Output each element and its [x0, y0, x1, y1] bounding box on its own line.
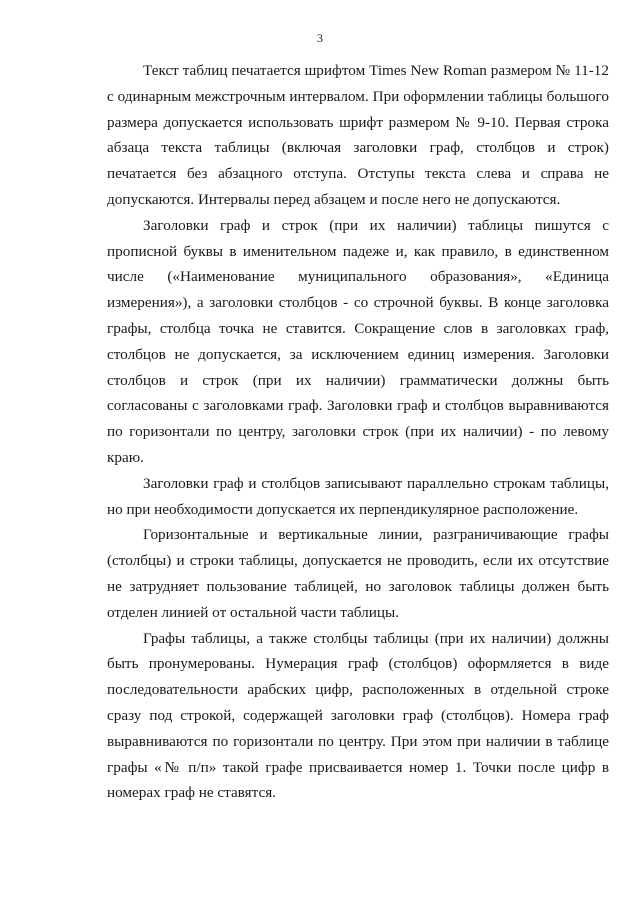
- paragraph-headings-orientation: Заголовки граф и столбцов записывают параллельно строкам таблицы, но при необходимости допускается их перпендикулярное расположение.: [107, 474, 609, 518]
- paragraph-headings-case: Заголовки граф и строк (при их наличии) таблицы пишутся с прописной буквы в именительном падеже и, как правило, в единственном числе («Наименование муниципального образования», «Единица измерения»), а заголовки столбцов - со строчной буквы. В конце заголовка графы, столбца точка не ставится. Сокращение слов в заголовках граф, столбцов не допускается, за исключением единиц измерения. Заголовки столбцов и строк (при их наличии) грамматически должны быть согласованы с заголовками граф. Заголовки граф и столбцов выравниваются по горизонтали по центру, заголовки строк (при их наличии) - по левому краю.: [107, 216, 609, 466]
- paragraph-table-lines: Горизонтальные и вертикальные линии, разграничивающие графы (столбцы) и строки таблицы, допускается не проводить, если их отсутствие не затрудняет пользование таблицей, но заголовок таблицы должен быть отделен линией от остальной части таблицы.: [107, 526, 609, 621]
- paragraph-table-font: Текст таблиц печатается шрифтом Times New Roman размером № 11-12 с одинарным межстрочным интервалом. При оформлении таблицы большого размера допускается использовать шрифт размером № 9-10. Первая строка абзаца текста таблицы (включая заголовки граф, столбцов и строк) печатается без абзацного отступа. Отступы текста слева и справа не допускаются. Интервалы перед абзацем и после него не допускаются.: [107, 62, 609, 208]
- paragraph-column-numbering: Графы таблицы, а также столбцы таблицы (при их наличии) должны быть пронумерованы. Нумерация граф (столбцов) оформляется в виде последовательности арабских цифр, расположенных в отдельной строке сразу под строкой, содержащей заголовки граф (столбцов). Номера граф выравниваются по горизонтали по центру. При этом при наличии в таблице графы «№ п/п» такой графе присваивается номер 1. Точки после цифр в номерах граф не ставятся.: [107, 629, 609, 802]
- document-body: [107, 58, 609, 806]
- page-number: 3: [317, 31, 323, 45]
